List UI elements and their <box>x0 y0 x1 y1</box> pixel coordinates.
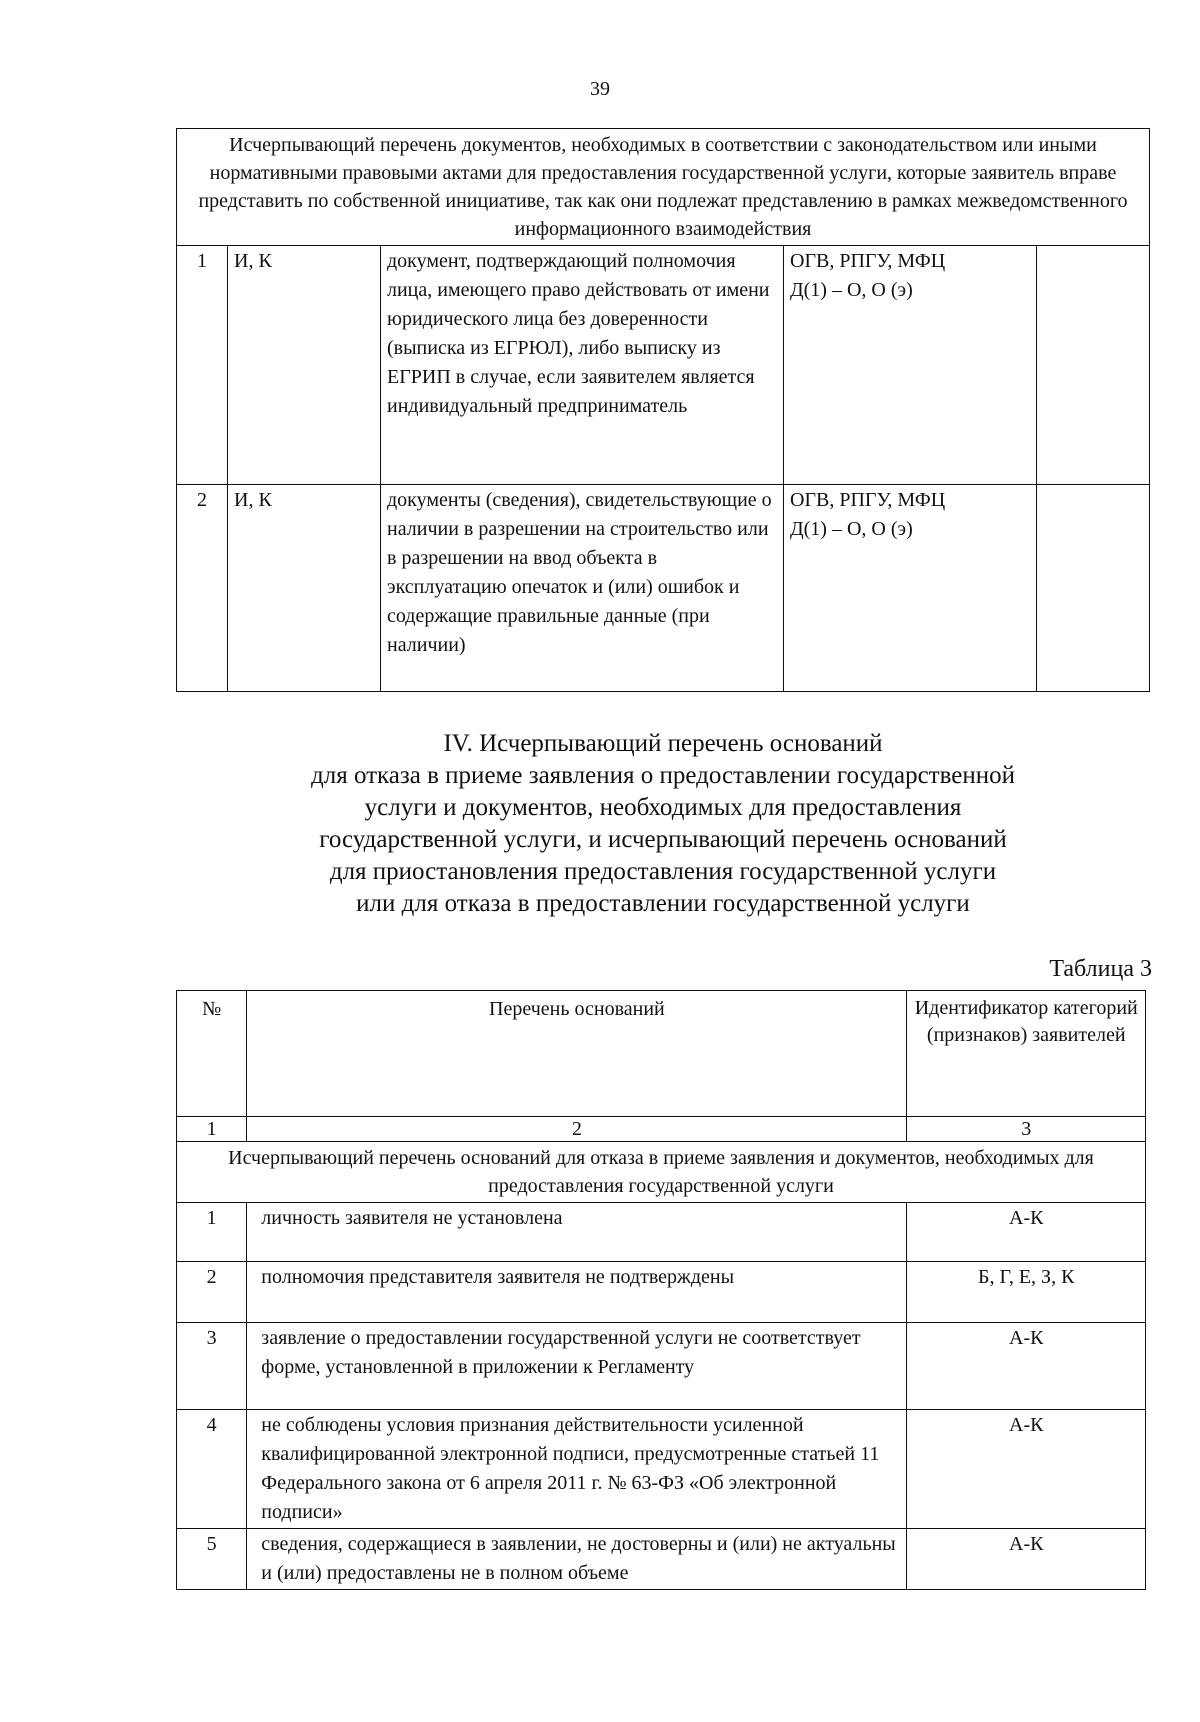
section-heading-line: для отказа в приеме заявления о предоставлении государственной <box>311 762 1015 789</box>
table-caption: Таблица 3 <box>1049 956 1152 982</box>
table-section-header: Исчерпывающий перечень документов, необходимых в соответствии с законодательством или иными нормативными правовыми актами для предоставления государственной услуги, которые заявитель вправе представить по собственной инициативе, так как они подлежат представлению в рамках межведомственного информационного взаимодействия <box>177 129 1150 246</box>
section-heading-line: или для отказа в предоставлении государственной услуги <box>356 890 970 917</box>
row-identifier: Б, Г, Е, З, К <box>907 1262 1146 1323</box>
row-source-line1: ОГВ, РПГУ, МФЦ <box>790 489 946 511</box>
row-extra <box>1037 246 1150 485</box>
row-text: не соблюдены условия признания действительности усиленной квалифицированной электронной подписи, предусмотренные статьей 11 Федерального закона от 6 апреля 2011 г. № 63-ФЗ «Об электронной подписи» <box>247 1410 907 1529</box>
table-row <box>177 1262 1146 1323</box>
row-categories: И, К <box>228 485 381 692</box>
table-subheader-row <box>177 1142 1146 1203</box>
header-identifier: Идентификатор категорий (признаков) заявителей <box>907 991 1146 1117</box>
section-heading <box>176 728 1150 920</box>
row-extra <box>1037 485 1150 692</box>
row-number: 3 <box>177 1323 247 1410</box>
section-heading-line: государственной услуги, и исчерпывающий перечень оснований <box>319 826 1007 853</box>
page-number: 39 <box>590 78 610 100</box>
row-identifier: А-К <box>907 1529 1146 1590</box>
table-subheader: Исчерпывающий перечень оснований для отказа в приеме заявления и документов, необходимых для предоставления государственной услуги <box>177 1142 1146 1203</box>
table-row <box>177 485 1150 692</box>
row-document: документы (сведения), свидетельствующие о наличии в разрешении на строительство или в разрешении на ввод объекта в эксплуатацию опечаток и (или) ошибок и содержащие правильные данные (при наличии) <box>381 485 784 692</box>
section-heading-line: для приостановления предоставления государственной услуги <box>329 858 997 885</box>
row-text: сведения, содержащиеся в заявлении, не достоверны и (или) не актуальны и (или) предоставлены не в полном объеме <box>247 1529 907 1590</box>
row-text: заявление о предоставлении государственной услуги не соответствует форме, установленной в приложении к Регламенту <box>247 1323 907 1410</box>
row-source-line2: Д(1) – О, О (э) <box>790 279 913 301</box>
header-number: № <box>177 991 247 1117</box>
row-number: 1 <box>177 1203 247 1262</box>
row-number: 2 <box>177 485 228 692</box>
row-source <box>784 246 1037 485</box>
row-categories: И, К <box>228 246 381 485</box>
table-section-header-row <box>177 129 1150 246</box>
table-row <box>177 1410 1146 1529</box>
table-row <box>177 1203 1146 1262</box>
row-source-line1: ОГВ, РПГУ, МФЦ <box>790 250 946 272</box>
table-row <box>177 1529 1146 1590</box>
documents-table <box>176 128 1150 692</box>
table-row <box>177 246 1150 485</box>
column-index: 3 <box>907 1117 1146 1142</box>
section-heading-line: IV. Исчерпывающий перечень оснований <box>443 730 883 757</box>
section-heading-line: услуги и документов, необходимых для предоставления <box>364 794 962 821</box>
row-number: 4 <box>177 1410 247 1529</box>
row-number: 2 <box>177 1262 247 1323</box>
grounds-table <box>176 990 1146 1590</box>
row-number: 5 <box>177 1529 247 1590</box>
table-header-row <box>177 991 1146 1117</box>
row-identifier: А-К <box>907 1203 1146 1262</box>
row-document: документ, подтверждающий полномочия лица, имеющего право действовать от имени юридического лица без доверенности (выписка из ЕГРЮЛ), либо выписку из ЕГРИП в случае, если заявителем является индивидуальный предприниматель <box>381 246 784 485</box>
table-row <box>177 1323 1146 1410</box>
row-text: личность заявителя не установлена <box>247 1203 907 1262</box>
row-text: полномочия представителя заявителя не подтверждены <box>247 1262 907 1323</box>
row-source <box>784 485 1037 692</box>
column-index: 1 <box>177 1117 247 1142</box>
header-grounds: Перечень оснований <box>247 991 907 1117</box>
row-identifier: А-К <box>907 1323 1146 1410</box>
column-index: 2 <box>247 1117 907 1142</box>
row-number: 1 <box>177 246 228 485</box>
column-index-row <box>177 1117 1146 1142</box>
row-identifier: А-К <box>907 1410 1146 1529</box>
row-source-line2: Д(1) – О, О (э) <box>790 518 913 540</box>
